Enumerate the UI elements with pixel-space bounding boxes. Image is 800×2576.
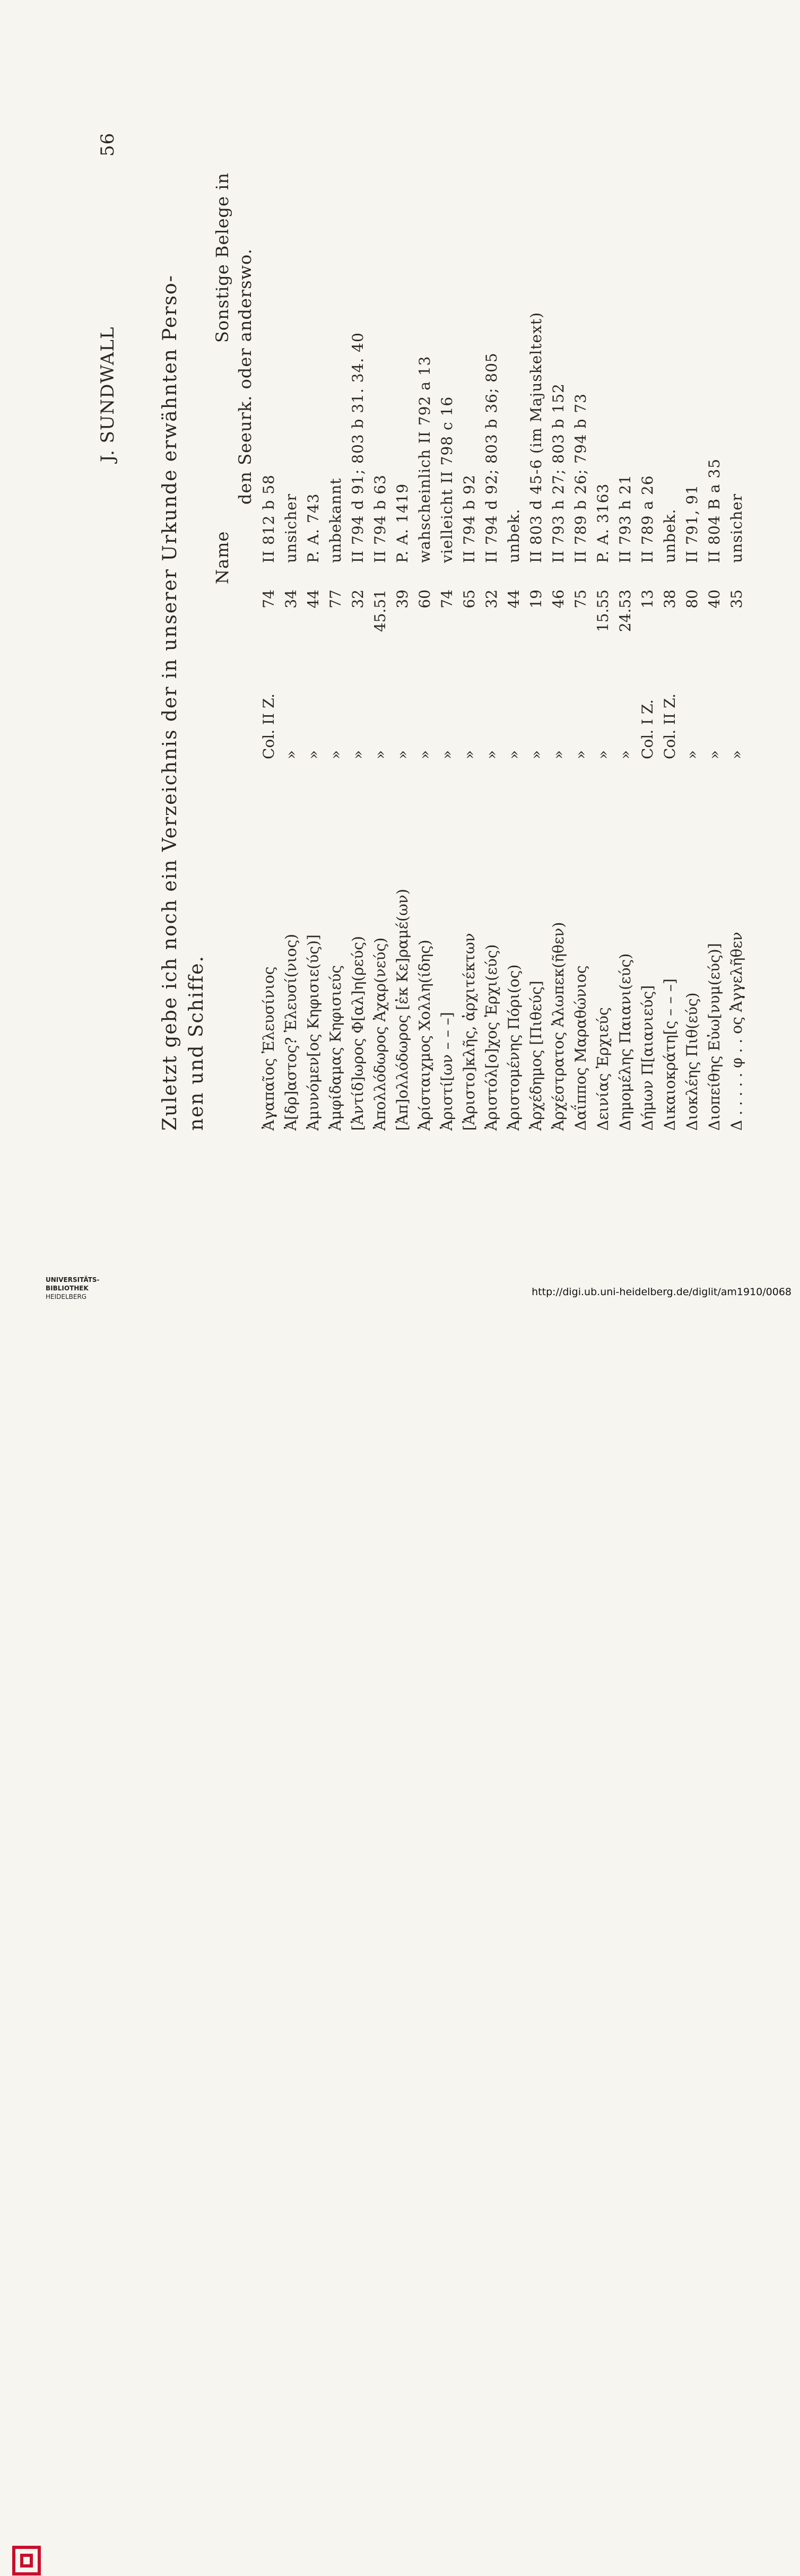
other-references: unsicher bbox=[728, 493, 745, 563]
column-ref: » bbox=[728, 750, 745, 759]
column-ref: Col. II Z. bbox=[260, 693, 277, 759]
person-name: Διοκλέης Πιθ(εύς) bbox=[683, 992, 701, 1131]
other-references: II 794 d 92; 803 b 36; 805 bbox=[483, 352, 500, 563]
line-number: 15.55 bbox=[594, 589, 612, 632]
line-number: 60 bbox=[416, 589, 433, 609]
other-references: wahscheinlich II 792 a 13 bbox=[416, 355, 433, 563]
other-references: vielleicht II 798 c 16 bbox=[438, 396, 456, 563]
intro-line-2: nen und Schiffe. bbox=[186, 955, 207, 1131]
other-references: II 793 h 21 bbox=[616, 474, 634, 563]
page-number: 56 bbox=[97, 132, 118, 157]
logo-text-2: BIBLIOTHEK bbox=[46, 1285, 89, 1292]
line-number: 44 bbox=[505, 589, 523, 609]
other-references: P. A. 1419 bbox=[394, 483, 411, 563]
line-number: 80 bbox=[683, 589, 701, 609]
column-header-belege-1: Sonstige Belege in bbox=[212, 172, 232, 343]
person-name: Ἀγαπαῖος Ἐλευσίνιος bbox=[260, 966, 277, 1131]
source-url-link[interactable]: http://digi.ub.uni-heidelberg.de/diglit/am1910/0068 bbox=[532, 1286, 792, 1298]
column-ref: » bbox=[683, 750, 701, 759]
running-title: J. SUNDWALL bbox=[97, 326, 118, 462]
line-number: 77 bbox=[327, 589, 344, 609]
person-name: Δήμων Π[αιανιεύς] bbox=[639, 985, 656, 1131]
column-ref: » bbox=[416, 750, 433, 759]
line-number: 74 bbox=[260, 589, 277, 609]
person-name: Ἀμυνόμεν[ος Κηφισιε(ύς)] bbox=[305, 934, 322, 1131]
line-number: 24.53 bbox=[616, 589, 634, 632]
other-references: P. A. 3163 bbox=[594, 483, 612, 563]
column-ref: Col. I Z. bbox=[639, 699, 656, 759]
person-name: Ἀρίσταιχμος Χολλη(ίδης) bbox=[416, 940, 433, 1131]
other-references: II 794 b 92 bbox=[460, 474, 478, 563]
other-references: unbekannt bbox=[327, 478, 344, 563]
column-ref: » bbox=[706, 750, 723, 759]
other-references: unbek. bbox=[505, 508, 523, 563]
person-name: [Ἀντίδ]ωρος Φ[αλ]η(ρεύς) bbox=[349, 936, 367, 1131]
person-name: Ἀ[δρ]αστος? Ἐλευσί(νιος) bbox=[282, 934, 300, 1131]
column-header-belege-2: den Seeurk. oder anderswo. bbox=[235, 248, 255, 505]
line-number: 35 bbox=[728, 589, 745, 609]
line-number: 65 bbox=[460, 589, 478, 609]
line-number: 45.51 bbox=[371, 589, 389, 632]
column-ref: Col. II Z. bbox=[661, 693, 679, 759]
column-ref: » bbox=[282, 750, 300, 759]
other-references: II 812 b 58 bbox=[260, 474, 277, 563]
line-number: 74 bbox=[438, 589, 456, 609]
person-name: Δημομέλης Παιανι(εύς) bbox=[616, 953, 634, 1131]
other-references: P. A. 743 bbox=[305, 493, 322, 563]
person-name: Ἀριστί[ων – – –] bbox=[438, 1012, 456, 1131]
other-references: II 793 h 27; 803 b 152 bbox=[550, 383, 567, 563]
other-references: II 804 B a 35 bbox=[706, 458, 723, 563]
person-name: Ἀπολλόδωρος Ἀχαρ(νεύς) bbox=[371, 937, 389, 1131]
logo-text-3: HEIDELBERG bbox=[46, 1293, 87, 1300]
person-name: Ἀρχέδημος [Πιθεύς] bbox=[527, 981, 545, 1131]
column-ref: » bbox=[483, 750, 500, 759]
person-name: Δαΐππος Μαραθώνιος bbox=[572, 965, 589, 1131]
column-header-name: Name bbox=[212, 531, 232, 584]
person-name: [Ἀριστο]κλῆς, ἀρχιτέκτων bbox=[460, 933, 478, 1131]
person-name: [Ἀπ]ολλόδωρος [ἐκ Κε]ραμέ(ων) bbox=[394, 889, 411, 1131]
other-references: II 789 a 26 bbox=[639, 475, 656, 563]
other-references: II 794 b 63 bbox=[371, 474, 389, 563]
other-references: II 789 b 26; 794 b 73 bbox=[572, 393, 589, 563]
line-number: 19 bbox=[527, 589, 545, 609]
person-name: Δ . . . . . φ . . ος Ἀγγελῆθεν bbox=[728, 932, 745, 1131]
library-logo-icon bbox=[12, 2545, 41, 2576]
line-number: 38 bbox=[661, 589, 679, 609]
line-number: 39 bbox=[394, 589, 411, 609]
column-ref: » bbox=[594, 750, 612, 759]
column-ref: » bbox=[438, 750, 456, 759]
person-name: Δεινίας Ἐρχιεύς bbox=[594, 1007, 612, 1131]
person-name: Ἀριστομένης Πόρι(ος) bbox=[505, 964, 523, 1131]
other-references: II 791, 91 bbox=[683, 484, 701, 563]
line-number: 32 bbox=[483, 589, 500, 609]
other-references: unsicher bbox=[282, 493, 300, 563]
person-name: Ἀρχέστρατος Ἀλωπεκ(ῆθεν) bbox=[550, 922, 567, 1131]
person-name: Ἀριστόλ[ο]χος Ἐρχι(εύς) bbox=[483, 944, 500, 1131]
person-name: Διοπείθης Εὐω[νυμ(εύς)] bbox=[706, 943, 723, 1131]
line-number: 46 bbox=[550, 589, 567, 609]
line-number: 44 bbox=[305, 589, 322, 609]
intro-line-1: Zuletzt gebe ich noch ein Verzeichnis der in unserer Urkunde erwähnten Perso- bbox=[159, 274, 181, 1131]
column-ref: » bbox=[349, 750, 367, 759]
logo-text-1: UNIVERSITÄTS- bbox=[46, 1276, 100, 1283]
column-ref: » bbox=[572, 750, 589, 759]
column-ref: » bbox=[371, 750, 389, 759]
column-ref: » bbox=[327, 750, 344, 759]
column-ref: » bbox=[616, 750, 634, 759]
line-number: 75 bbox=[572, 589, 589, 609]
column-ref: » bbox=[394, 750, 411, 759]
person-name: Δικαιοκράτη[ς – – –] bbox=[661, 978, 679, 1131]
column-ref: » bbox=[505, 750, 523, 759]
line-number: 13 bbox=[639, 589, 656, 609]
other-references: II 803 d 45-6 (im Majuskeltext) bbox=[527, 311, 545, 563]
line-number: 32 bbox=[349, 589, 367, 609]
column-ref: » bbox=[305, 750, 322, 759]
line-number: 34 bbox=[282, 589, 300, 609]
other-references: unbek. bbox=[661, 508, 679, 563]
column-ref: » bbox=[460, 750, 478, 759]
line-number: 40 bbox=[706, 589, 723, 609]
column-ref: » bbox=[550, 750, 567, 759]
other-references: II 794 d 91; 803 b 31. 34. 40 bbox=[349, 332, 367, 563]
column-ref: » bbox=[527, 750, 545, 759]
person-name: Ἀμφίδαμας Κηφισιεύς bbox=[327, 965, 344, 1131]
